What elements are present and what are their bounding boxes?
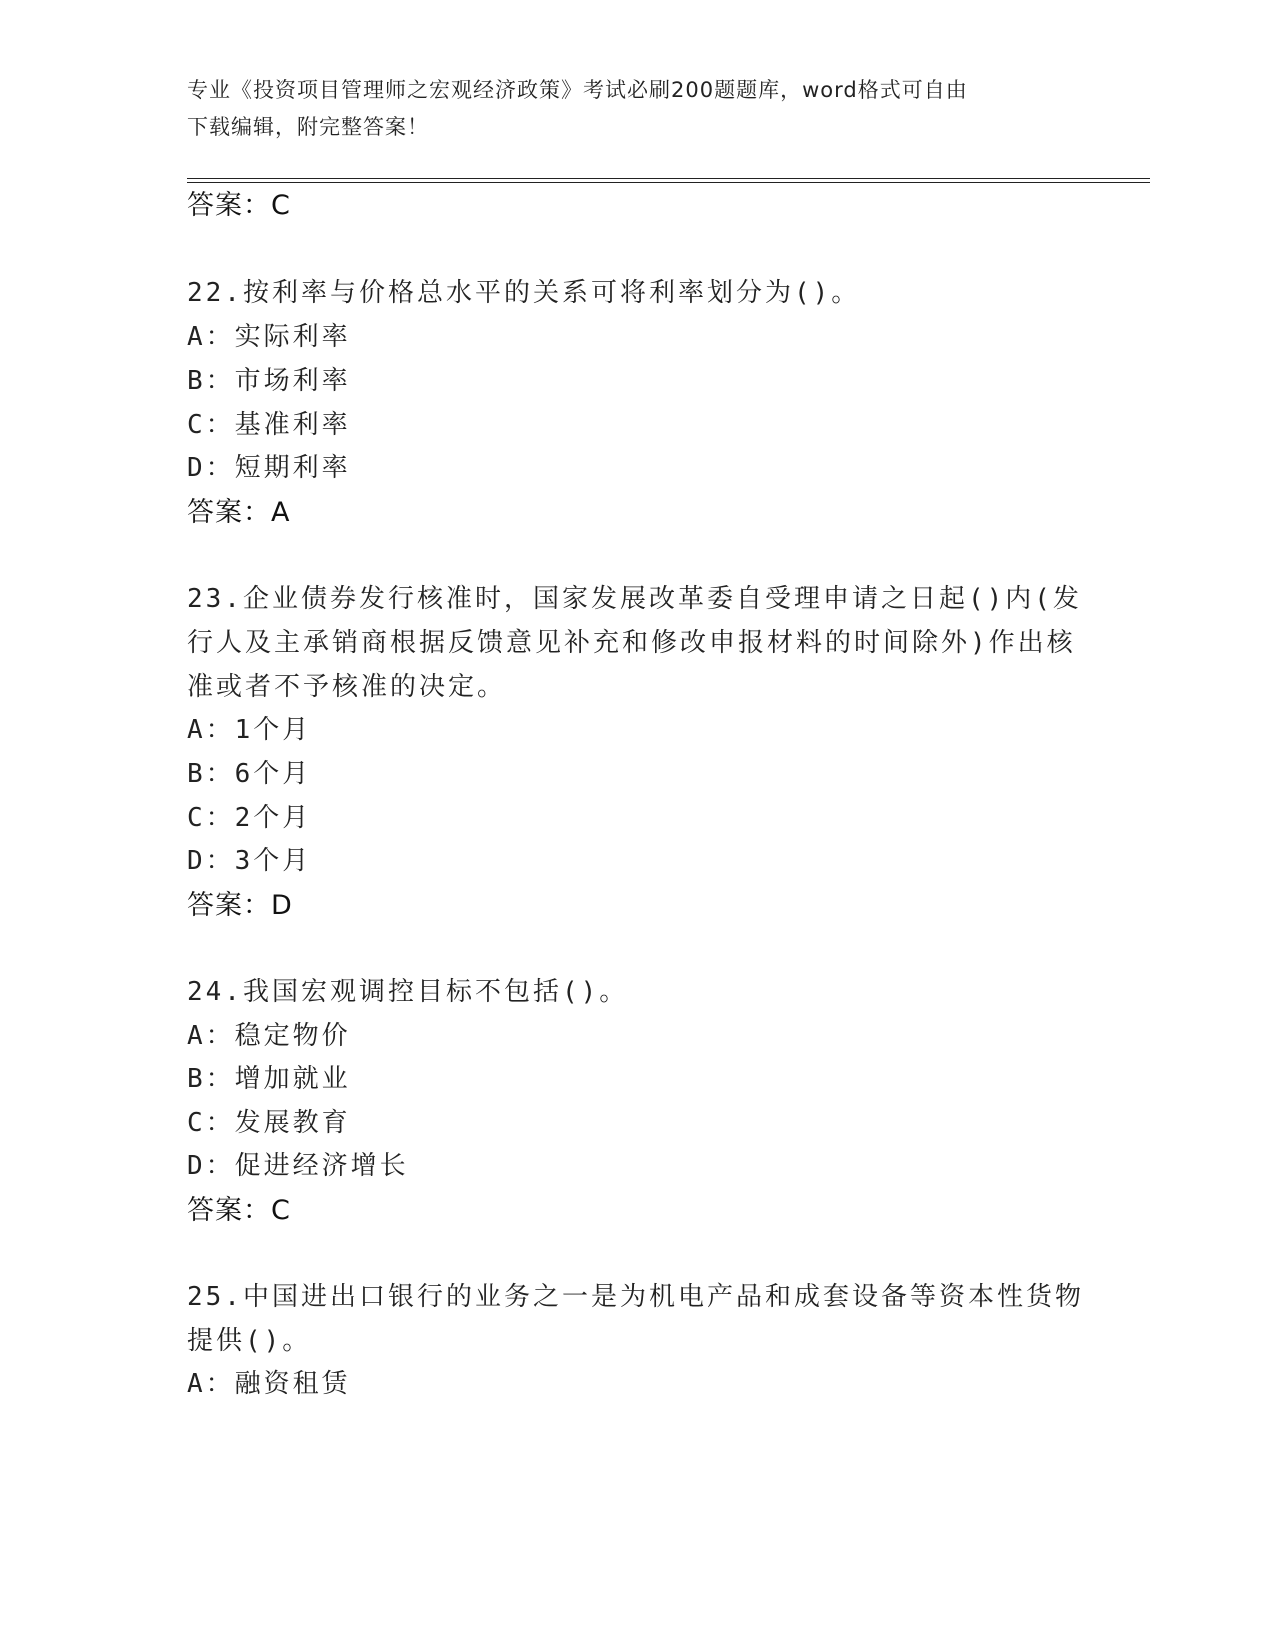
- question-22-option-d: D：短期利率: [187, 453, 351, 483]
- question-23-option-b: B：6个月: [187, 759, 312, 789]
- question-24-stem: 24.我国宏观调控目标不包括()。: [187, 977, 629, 1007]
- question-25-option-a: A：融资租赁: [187, 1369, 351, 1399]
- question-22-option-b: B：市场利率: [187, 366, 351, 396]
- question-23-option-a: A：1个月: [187, 715, 312, 745]
- document-header: [187, 72, 1067, 146]
- question-25-stem-line-1: 25.中国进出口银行的业务之一是为机电产品和成套设备等资本性货物: [187, 1282, 1084, 1312]
- question-22-option-a: A：实际利率: [187, 322, 351, 352]
- question-24-option-d: D：促进经济增长: [187, 1151, 409, 1181]
- header-line-1: 专业《投资项目管理师之宏观经济政策》考试必刷200题题库，word格式可自由: [187, 78, 968, 102]
- question-23-stem-line-3: 准或者不予核准的决定。: [187, 672, 507, 702]
- question-23-option-c: C：2个月: [187, 803, 312, 833]
- question-24-option-b: B：增加就业: [187, 1064, 351, 1094]
- question-23-option-d: D：3个月: [187, 846, 312, 876]
- question-24-answer: 答案：C: [187, 1195, 291, 1226]
- answer-prev: 答案：C: [187, 190, 291, 221]
- question-22-answer: 答案：A: [187, 497, 291, 528]
- header-divider-bottom: [187, 182, 1150, 183]
- question-23-stem-line-2: 行人及主承销商根据反馈意见补充和修改申报材料的时间除外)作出核: [187, 628, 1076, 658]
- question-24-option-c: C：发展教育: [187, 1108, 351, 1138]
- question-25-stem-line-2: 提供()。: [187, 1326, 312, 1356]
- question-23-stem-line-1: 23.企业债券发行核准时，国家发展改革委自受理申请之日起()内(发: [187, 584, 1082, 614]
- question-22-stem: 22.按利率与价格总水平的关系可将利率划分为()。: [187, 278, 861, 308]
- header-divider-top: [187, 178, 1150, 179]
- question-24-option-a: A：稳定物价: [187, 1021, 351, 1051]
- question-22-option-c: C：基准利率: [187, 410, 351, 440]
- header-line-2: 下载编辑，附完整答案！: [187, 115, 429, 139]
- question-23-answer: 答案：D: [187, 890, 293, 921]
